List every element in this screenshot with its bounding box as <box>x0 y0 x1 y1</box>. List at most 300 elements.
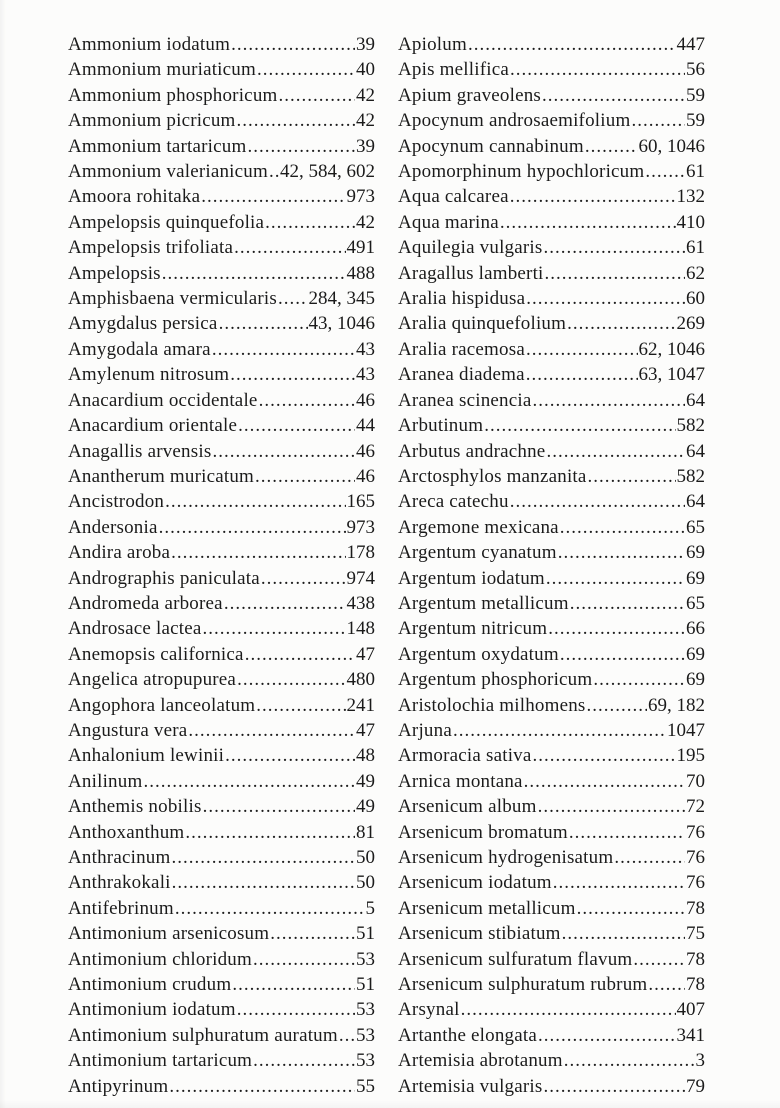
entry-name: Antipyrinum <box>68 1075 169 1097</box>
entry-name: Amygdalus persica <box>68 313 218 335</box>
entry-name: Ammonium muriaticum <box>68 59 256 81</box>
entry-pages: 61 <box>686 237 705 259</box>
entry-pages: 973 <box>346 186 375 208</box>
entry-pages: 64 <box>686 389 705 411</box>
dot-leader <box>256 693 345 718</box>
entry-pages: 64 <box>686 440 705 462</box>
entry-name: Anagallis arvensis <box>68 440 212 462</box>
entry-pages: 69, 182 <box>648 694 705 716</box>
dot-leader <box>585 134 638 159</box>
index-entry <box>68 413 375 438</box>
index-entry <box>68 388 375 413</box>
dot-leader <box>587 693 647 718</box>
dot-leader <box>212 337 355 362</box>
index-entry <box>398 184 705 209</box>
entry-name: Antimonium arsenicosum <box>68 923 270 945</box>
entry-pages: 973 <box>346 516 375 538</box>
dot-leader <box>185 820 355 845</box>
entry-pages: 50 <box>356 872 375 894</box>
entry-pages: 62 <box>686 262 705 284</box>
index-entry <box>398 337 705 362</box>
index-entry <box>398 769 705 794</box>
entry-name: Aralia racemosa <box>398 338 525 360</box>
dot-leader <box>225 743 355 768</box>
entry-pages: 40 <box>356 59 375 81</box>
entry-name: Arsenicum album <box>398 796 537 818</box>
index-entry <box>398 921 705 946</box>
entry-name: Anthoxanthum <box>68 821 185 843</box>
entry-name: Antimonium sulphuratum auratum <box>68 1024 338 1046</box>
dot-leader <box>279 83 356 108</box>
dot-leader <box>188 718 355 743</box>
entry-pages: 51 <box>356 974 375 996</box>
entry-name: Antifebrinum <box>68 897 174 919</box>
dot-leader <box>533 743 676 768</box>
entry-name: Apium graveolens <box>398 84 542 106</box>
index-entry <box>398 1023 705 1048</box>
index-entry <box>398 515 705 540</box>
dot-leader <box>245 642 355 667</box>
dot-leader <box>614 845 685 870</box>
index-entry <box>68 540 375 565</box>
entry-name: Anthrakokali <box>68 872 171 894</box>
index-entry <box>398 794 705 819</box>
entry-pages: 241 <box>346 694 375 716</box>
index-entry <box>68 57 375 82</box>
index-column-left <box>68 32 375 1108</box>
entry-name: Angophora lanceolatum <box>68 694 256 716</box>
entry-name: Argentum metallicum <box>398 592 569 614</box>
entry-pages: 59 <box>686 110 705 132</box>
dot-leader <box>270 921 355 946</box>
entry-pages: 488 <box>346 262 375 284</box>
dot-leader <box>171 845 355 870</box>
index-entry <box>68 921 375 946</box>
index-entry <box>398 947 705 972</box>
entry-name: Antimonium iodatum <box>68 999 236 1021</box>
dot-leader <box>633 947 685 972</box>
entry-pages: 284, 345 <box>308 288 375 310</box>
entry-pages: 447 <box>676 34 705 55</box>
dot-leader <box>253 1048 355 1073</box>
index-entry <box>68 1023 375 1048</box>
index-entry <box>68 261 375 286</box>
entry-name: Aragallus lamberti <box>398 262 544 284</box>
index-entry <box>398 464 705 489</box>
dot-leader <box>253 947 355 972</box>
entry-name: Anemopsis californica <box>68 643 244 665</box>
index-entry <box>398 32 705 57</box>
dot-leader <box>238 413 355 438</box>
dot-leader <box>645 159 685 184</box>
index-entry <box>68 210 375 235</box>
entry-pages: 148 <box>346 618 375 640</box>
entry-pages: 69 <box>686 542 705 564</box>
index-entry <box>68 997 375 1022</box>
dot-leader <box>538 794 685 819</box>
dot-leader <box>526 337 638 362</box>
entry-name: Apomorphinum hypochloricum <box>398 161 645 183</box>
index-entry <box>398 566 705 591</box>
entry-name: Apocynum androsaemifolium <box>398 110 631 132</box>
dot-leader <box>588 464 676 489</box>
entry-pages: 72 <box>686 796 705 818</box>
dot-leader <box>261 566 346 591</box>
dot-leader <box>201 184 345 209</box>
entry-pages: 65 <box>686 592 705 614</box>
entry-name: Aquilegia vulgaris <box>398 237 543 259</box>
entry-name: Anhalonium lewinii <box>68 745 225 767</box>
dot-leader <box>278 286 308 311</box>
dot-leader <box>165 489 345 514</box>
entry-name: Ampelopsis trifoliata <box>68 237 234 259</box>
entry-pages: 69 <box>686 643 705 665</box>
entry-pages: 49 <box>356 796 375 818</box>
index-entry <box>68 616 375 641</box>
entry-name: Arsenicum bromatum <box>398 821 568 843</box>
entry-pages: 43 <box>356 364 375 386</box>
entry-pages: 43 <box>356 338 375 360</box>
index-entry <box>398 286 705 311</box>
entry-pages: 75 <box>686 923 705 945</box>
entry-name: Argentum phosphoricum <box>398 669 593 691</box>
entry-name: Ammonium phosphoricum <box>68 84 278 106</box>
dot-leader <box>237 108 355 133</box>
index-entry <box>68 515 375 540</box>
index-entry <box>398 1048 705 1073</box>
index-entry <box>398 616 705 641</box>
entry-name: Arsenicum stibiatum <box>398 923 561 945</box>
entry-pages: 60 <box>686 288 705 310</box>
dot-leader <box>234 235 345 260</box>
dot-leader <box>560 642 685 667</box>
index-entry <box>398 820 705 845</box>
entry-name: Antimonium tartaricum <box>68 1050 253 1072</box>
entry-name: Areca catechu <box>398 491 509 513</box>
entry-name: Arbutinum <box>398 415 484 437</box>
dot-leader <box>558 540 685 565</box>
index-entry <box>68 235 375 260</box>
entry-pages: 69 <box>686 567 705 589</box>
entry-name: Aranea diadema <box>398 364 525 386</box>
entry-name: Andromeda arborea <box>68 592 223 614</box>
entry-pages: 269 <box>676 313 705 335</box>
index-entry <box>68 184 375 209</box>
entry-name: Aralia quinquefolium <box>398 313 567 335</box>
entry-pages: 78 <box>686 948 705 970</box>
entry-name: Andersonia <box>68 516 158 538</box>
dot-leader <box>526 286 685 311</box>
entry-name: Antimonium crudum <box>68 974 232 996</box>
index-entry <box>398 235 705 260</box>
index-entry <box>68 845 375 870</box>
entry-pages: 60, 1046 <box>638 135 705 157</box>
index-entry <box>398 134 705 159</box>
entry-name: Anthemis nobilis <box>68 796 202 818</box>
dot-leader <box>265 210 355 235</box>
entry-pages: 341 <box>676 1024 705 1046</box>
entry-name: Amygodala amara <box>68 338 211 360</box>
index-entry <box>68 108 375 133</box>
entry-pages: 55 <box>356 1075 375 1097</box>
index-entry <box>68 134 375 159</box>
entry-name: Aranea scinencia <box>398 389 532 411</box>
dot-leader <box>247 134 355 159</box>
index-entry <box>68 743 375 768</box>
entry-pages: 62, 1046 <box>638 338 705 360</box>
entry-pages: 43, 1046 <box>308 313 375 335</box>
entry-name: Antimonium chloridum <box>68 948 252 970</box>
entry-pages: 53 <box>356 1050 375 1072</box>
index-entry <box>398 439 705 464</box>
dot-leader <box>553 870 685 895</box>
entry-name: Aralia hispidusa <box>398 288 526 310</box>
entry-pages: 410 <box>676 211 705 233</box>
entry-name: Anacardium occidentale <box>68 389 258 411</box>
dot-leader <box>544 1074 686 1099</box>
dot-leader <box>171 540 345 565</box>
entry-name: Arsenicum metallicum <box>398 897 576 919</box>
entry-name: Ampelopsis <box>68 262 161 284</box>
entry-name: Artemisia abrotanum <box>398 1050 563 1072</box>
index-entry <box>68 718 375 743</box>
index-entry <box>398 667 705 692</box>
entry-pages: 42 <box>356 110 375 132</box>
entry-pages: 39 <box>356 135 375 157</box>
index-entry <box>398 1074 705 1099</box>
entry-name: Aqua marina <box>398 211 499 233</box>
index-entry <box>68 464 375 489</box>
entry-name: Armoracia sativa <box>398 745 532 767</box>
entry-name: Anantherum muricatum <box>68 465 255 487</box>
dot-leader <box>526 362 638 387</box>
index-entry <box>68 947 375 972</box>
index-entry <box>68 591 375 616</box>
dot-leader <box>461 997 676 1022</box>
entry-pages: 5 <box>365 897 375 919</box>
entry-name: Apiolum <box>398 34 467 55</box>
index-entry <box>398 972 705 997</box>
dot-leader <box>219 311 308 336</box>
entry-name: Andrographis paniculata <box>68 567 260 589</box>
dot-leader <box>162 261 346 286</box>
entry-pages: 195 <box>676 745 705 767</box>
entry-name: Apis mellifica <box>398 59 509 81</box>
index-entry <box>398 896 705 921</box>
entry-pages: 76 <box>686 847 705 868</box>
index-entry <box>398 591 705 616</box>
entry-pages: 39 <box>356 34 375 55</box>
dot-leader <box>631 108 685 133</box>
entry-name: Artanthe elongata <box>398 1024 537 1046</box>
entry-pages: 3 <box>695 1050 705 1072</box>
index-entry <box>398 413 705 438</box>
dot-leader <box>237 667 345 692</box>
entry-pages: 46 <box>356 440 375 462</box>
entry-pages: 70 <box>686 770 705 792</box>
entry-pages: 42, 584, 602 <box>280 161 375 183</box>
entry-pages: 63, 1047 <box>638 364 705 386</box>
dot-leader <box>510 184 676 209</box>
entry-name: Arjuna <box>398 719 452 741</box>
entry-name: Ammonium picricum <box>68 110 236 132</box>
index-entry <box>68 667 375 692</box>
index-entry <box>68 1048 375 1073</box>
entry-pages: 76 <box>686 872 705 894</box>
entry-name: Androsace lactea <box>68 618 202 640</box>
index-entry <box>68 286 375 311</box>
dot-leader <box>500 210 676 235</box>
entry-name: Amoora rohitaka <box>68 186 201 208</box>
index-entry <box>68 642 375 667</box>
entry-name: Artemisia vulgaris <box>398 1075 543 1097</box>
entry-name: Ancistrodon <box>68 491 165 513</box>
index-entry <box>398 718 705 743</box>
entry-name: Ampelopsis quinquefolia <box>68 211 265 233</box>
entry-pages: 66 <box>686 618 705 640</box>
index-entry <box>68 83 375 108</box>
dot-leader <box>577 896 685 921</box>
entry-pages: 44 <box>356 415 375 437</box>
index-column-right <box>398 32 705 1108</box>
entry-name: Arsenicum hydrogenisatum <box>398 847 614 868</box>
entry-pages: 59 <box>686 84 705 106</box>
entry-name: Aqua calcarea <box>398 186 509 208</box>
dot-leader <box>524 769 685 794</box>
entry-name: Ammonium valerianicum <box>68 161 268 183</box>
dot-leader <box>648 972 685 997</box>
dot-leader <box>510 489 685 514</box>
dot-leader <box>257 57 355 82</box>
index-entry <box>68 693 375 718</box>
index-entry <box>398 261 705 286</box>
entry-pages: 491 <box>346 237 375 259</box>
entry-pages: 79 <box>686 1075 705 1097</box>
entry-pages: 69 <box>686 669 705 691</box>
entry-pages: 51 <box>356 923 375 945</box>
entry-pages: 53 <box>356 1024 375 1046</box>
entry-pages: 46 <box>356 465 375 487</box>
dot-leader <box>546 566 685 591</box>
entry-name: Amylenum nitrosum <box>68 364 230 386</box>
entry-pages: 65 <box>686 516 705 538</box>
entry-pages: 42 <box>356 211 375 233</box>
index-entry <box>68 311 375 336</box>
entry-name: Ammonium iodatum <box>68 34 231 55</box>
entry-pages: 53 <box>356 948 375 970</box>
entry-name: Aristolochia milhomens <box>398 694 586 716</box>
entry-pages: 49 <box>356 770 375 792</box>
dot-leader <box>545 261 685 286</box>
entry-pages: 78 <box>686 897 705 919</box>
dot-leader <box>339 1023 355 1048</box>
index-entry <box>398 693 705 718</box>
dot-leader <box>269 159 279 184</box>
entry-pages: 582 <box>676 465 705 487</box>
index-entry <box>398 159 705 184</box>
index-entry <box>398 362 705 387</box>
dot-leader <box>203 794 355 819</box>
index-entry <box>68 566 375 591</box>
entry-name: Arsenicum iodatum <box>398 872 552 894</box>
index-entry <box>68 362 375 387</box>
entry-pages: 132 <box>676 186 705 208</box>
dot-leader <box>562 921 685 946</box>
index-entry <box>398 489 705 514</box>
index-entry <box>398 311 705 336</box>
dot-leader <box>255 464 355 489</box>
dot-leader <box>232 972 355 997</box>
index-entry <box>68 32 375 57</box>
index-entry <box>398 743 705 768</box>
entry-name: Argemone mexicana <box>398 516 559 538</box>
index-entry <box>398 210 705 235</box>
entry-name: Arctosphylos manzanita <box>398 465 587 487</box>
dot-leader <box>230 362 355 387</box>
dot-leader <box>510 57 685 82</box>
dot-leader <box>175 896 365 921</box>
dot-leader <box>259 388 355 413</box>
dot-leader <box>237 997 355 1022</box>
index-entry <box>68 896 375 921</box>
dot-leader <box>202 616 345 641</box>
index-entry <box>398 57 705 82</box>
dot-leader <box>159 515 346 540</box>
index-entry <box>68 489 375 514</box>
entry-pages: 42 <box>356 84 375 106</box>
entry-name: Arbutus andrachne <box>398 440 546 462</box>
entry-name: Arsenicum sulphuratum rubrum <box>398 974 648 996</box>
entry-name: Anilinum <box>68 770 143 792</box>
entry-pages: 48 <box>356 745 375 767</box>
dot-leader <box>468 32 676 57</box>
entry-name: Anacardium orientale <box>68 415 238 437</box>
index-entry <box>398 83 705 108</box>
dot-leader <box>484 413 675 438</box>
index-entry <box>398 870 705 895</box>
entry-pages: 178 <box>346 542 375 564</box>
entry-pages: 974 <box>346 567 375 589</box>
dot-leader <box>538 1023 676 1048</box>
dot-leader <box>567 311 675 336</box>
entry-pages: 47 <box>356 643 375 665</box>
entry-name: Arsenicum sulfuratum flavum <box>398 948 633 970</box>
entry-pages: 61 <box>686 161 705 183</box>
dot-leader <box>172 870 355 895</box>
dot-leader <box>212 439 355 464</box>
entry-name: Apocynum cannabinum <box>398 135 584 157</box>
entry-name: Argentum cyanatum <box>398 542 557 564</box>
entry-name: Andira aroba <box>68 542 171 564</box>
entry-pages: 1047 <box>667 719 705 741</box>
dot-leader <box>224 591 346 616</box>
entry-pages: 50 <box>356 847 375 868</box>
index-entry <box>68 439 375 464</box>
entry-name: Arsynal <box>398 999 460 1021</box>
index-entry <box>398 388 705 413</box>
dot-leader <box>544 235 686 260</box>
entry-pages: 81 <box>356 821 375 843</box>
entry-name: Angelica atropupurea <box>68 669 237 691</box>
entry-pages: 582 <box>676 415 705 437</box>
index-entry <box>398 108 705 133</box>
entry-name: Anthracinum <box>68 847 171 868</box>
dot-leader <box>542 83 685 108</box>
entry-name: Angustura vera <box>68 719 188 741</box>
index-entry <box>68 794 375 819</box>
entry-pages: 78 <box>686 974 705 996</box>
index-entry <box>68 870 375 895</box>
